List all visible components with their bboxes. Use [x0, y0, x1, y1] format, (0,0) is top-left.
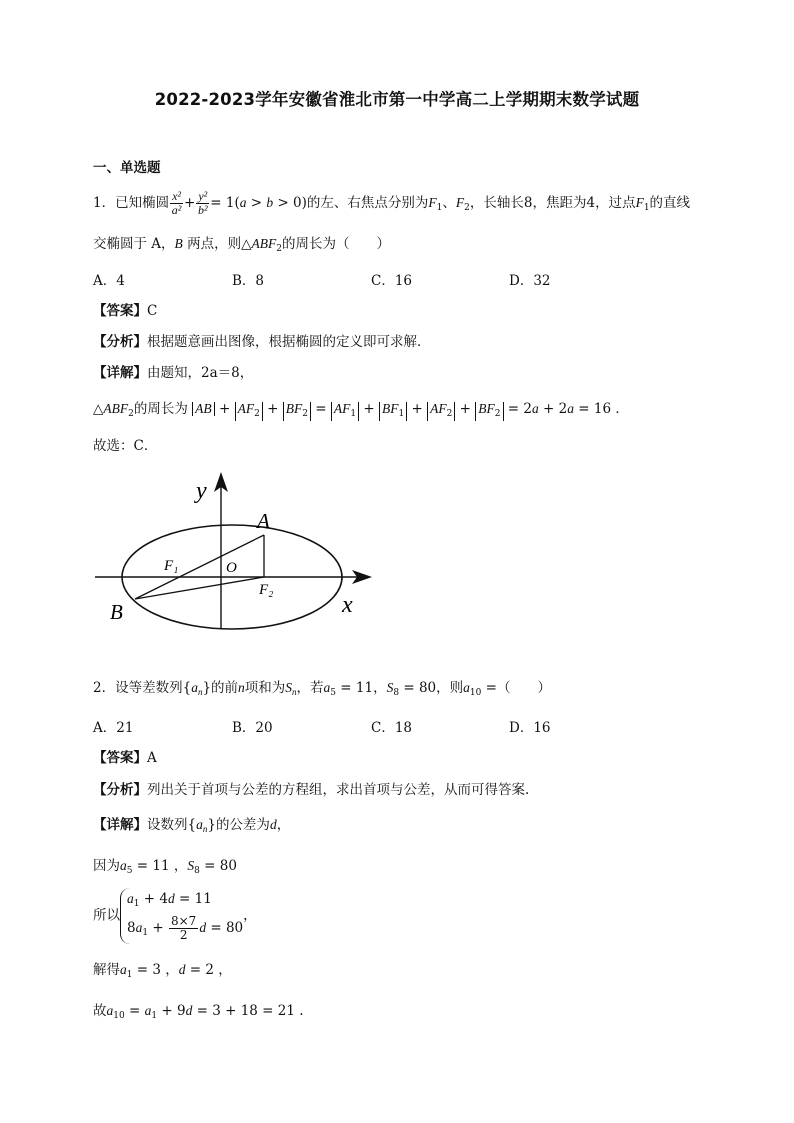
q2-number: 2．	[93, 680, 116, 696]
q2-detail: 【详解】设数列$\{a_n\}$的公差为d，	[93, 817, 291, 834]
q2-option-d: D．16	[509, 720, 551, 736]
q2-given: 因为$a_5 = 11$ ，$S_8 = 80$	[93, 858, 237, 876]
q1-conclusion: 故选：C．	[93, 438, 158, 454]
q2-system: 所以 $a_1 + 4d = 11$ $8a_1$ + $\frac{8\times 7}{2}$ d = 80 ，	[93, 888, 257, 944]
origin-label: O	[226, 560, 237, 576]
q2-options	[93, 716, 693, 736]
focus-f2-label: F₂	[259, 582, 274, 598]
q1-stem-line1: 1．已知椭圆 $\frac{\text{x²}}{\text{a²}}$ + $\frac{\text{y²}}{\text{b²}}$ = 1(a > b > 0)的左、右焦点分别为$F_1$、$F_2$，长轴长8，焦距为4，过点$F_1$的直线	[93, 189, 691, 217]
q2-answer: 【答案】A	[93, 750, 157, 766]
ellipse-figure	[90, 462, 390, 632]
q1-options	[93, 269, 693, 289]
q1-number: 1．	[93, 195, 116, 211]
x2-over-a2: $\frac{\text{x²}}{\text{a²}}$	[171, 189, 182, 217]
focus-f1-label: F₁	[164, 558, 179, 574]
equation-system: $a_1 + 4d = 11$ $8a_1$ + $\frac{8\times 7}{2}$ d = 80	[120, 888, 243, 944]
q1-option-c: C．16	[371, 273, 413, 289]
q1-answer: 【答案】C	[93, 303, 158, 319]
q1-option-d: D．32	[509, 273, 551, 289]
section-heading: 一、单选题	[93, 160, 161, 176]
point-a-label: A	[257, 509, 270, 533]
q1-detail: 【详解】由题知，2a＝8，	[93, 365, 254, 381]
q1-perimeter-formula: $\triangle ABF_2$的周长为 AB + $AF_2 + BF_2 = AF_1 + BF_1 + AF_2 + BF_2 = 2a + 2a = 16$ ．	[93, 401, 629, 419]
x-axis-label: x	[342, 592, 353, 618]
segment-bf2	[135, 577, 264, 599]
segment-ab	[135, 535, 264, 599]
q2-option-a: A．21	[93, 720, 134, 736]
q2-option-c: C．18	[371, 720, 413, 736]
y2-over-b2: $\frac{\text{y²}}{\text{b²}}$	[198, 189, 208, 217]
point-b-label: B	[110, 600, 123, 624]
q2-analysis: 【分析】列出关于首项与公差的方程组，求出首项与公差，从而可得答案.	[93, 782, 530, 798]
q2-solution: 解得$a_1 = 3$ ，d = 2 ，	[93, 962, 232, 980]
q2-option-b: B．20	[232, 720, 273, 736]
q2-final: 故$a_{10} = a_1 + 9d = 3 + 18 = 21$ .	[93, 1003, 304, 1021]
y-axis-label: y	[196, 478, 207, 504]
q1-option-a: A．4	[93, 273, 125, 289]
q2-stem: 2．设等差数列$\{a_n\}$的前n项和为$S_n$，若$a_5 = 11$，$S_8 = 80$，则$a_{10}$ =（ ）	[93, 680, 551, 698]
q1-stem-line2: 交椭圆于 A，B 两点，则$\triangle ABF_2$的周长为（ ）	[93, 236, 390, 254]
q1-analysis: 【分析】根据题意画出图像，根据椭圆的定义即可求解．	[93, 334, 431, 350]
page-title: 2022-2023学年安徽省淮北市第一中学高二上学期期末数学试题	[154, 90, 640, 109]
q1-option-b: B．8	[232, 273, 265, 289]
